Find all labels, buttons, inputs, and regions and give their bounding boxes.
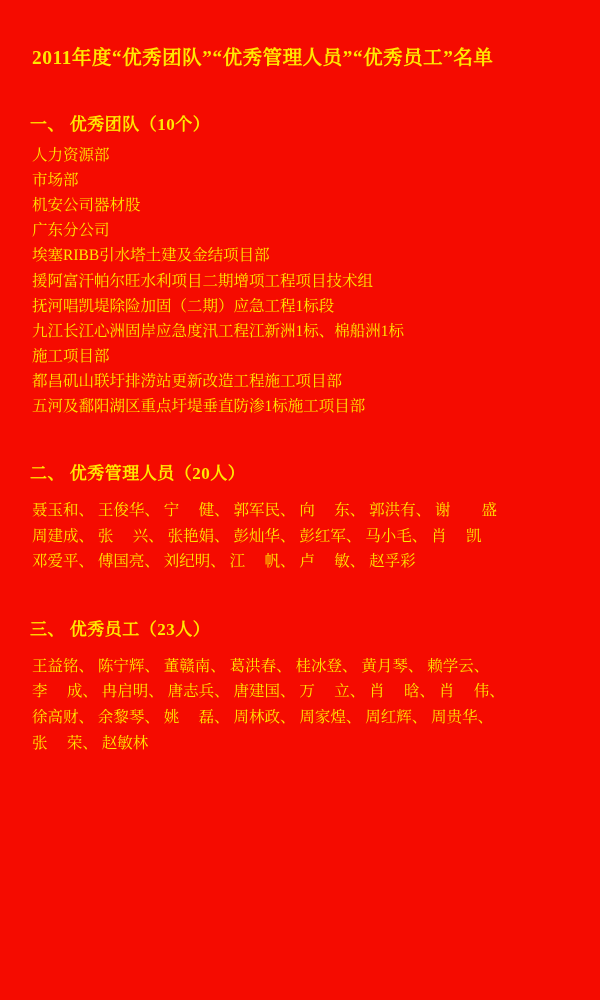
section-outstanding-employees [28, 615, 572, 756]
list-item: 周建成、 张 兴、 张艳娟、 彭灿华、 彭红军、 马小毛、 肖 凯 [32, 527, 482, 545]
section-outstanding-teams [28, 110, 572, 419]
list-item: 徐高财、 余黎琴、 姚 磊、 周林政、 周家煌、 周红辉、 周贵华、 [32, 709, 494, 727]
list-item: 五河及鄱阳湖区重点圩堤垂直防渗1标施工项目部 [32, 398, 366, 416]
section-heading: 二、 优秀管理人员（20人） [30, 464, 246, 484]
list-item: 市场部 [32, 172, 79, 190]
list-item: 李 成、 冉启明、 唐志兵、 唐建国、 万 立、 肖 晗、 肖 伟、 [32, 683, 505, 701]
section-outstanding-managers [28, 459, 572, 575]
section-heading: 三、 优秀员工（23人） [30, 619, 211, 639]
list-item: 广东分公司 [32, 222, 110, 240]
list-item: 援阿富汗帕尔旺水利项目二期增项工程项目技术组 [32, 272, 374, 290]
list-item: 机安公司器材股 [32, 197, 141, 215]
list-item: 王益铭、 陈宁辉、 董赣南、 葛洪春、 桂冰登、 黄月琴、 赖学云、 [32, 657, 490, 675]
list-item: 抚河唱凯堤除险加固（二期）应急工程1标段 [32, 297, 335, 315]
list-item: 埃塞RIBB引水塔土建及金结项目部 [32, 247, 270, 265]
section-heading: 一、 优秀团队（10个） [30, 115, 211, 134]
list-item: 邓爱平、 傅国亮、 刘纪明、 江 帆、 卢 敏、 赵孚彩 [32, 553, 416, 571]
page-title: 2011年度“优秀团队”“优秀管理人员”“优秀员工”名单 [32, 48, 494, 69]
list-item: 聂玉和、 王俊华、 宁 健、 郭军民、 向 东、 郭洪有、 谢 盛 [32, 502, 498, 520]
list-item: 九江长江心洲固岸应急度汛工程江新洲1标、棉船洲1标 [32, 322, 405, 340]
list-item: 施工项目部 [32, 347, 110, 365]
list-item: 张 荣、 赵敏林 [32, 734, 149, 752]
list-item: 人力资源部 [32, 147, 110, 164]
list-item: 都昌矶山联圩排涝站更新改造工程施工项目部 [32, 372, 343, 390]
